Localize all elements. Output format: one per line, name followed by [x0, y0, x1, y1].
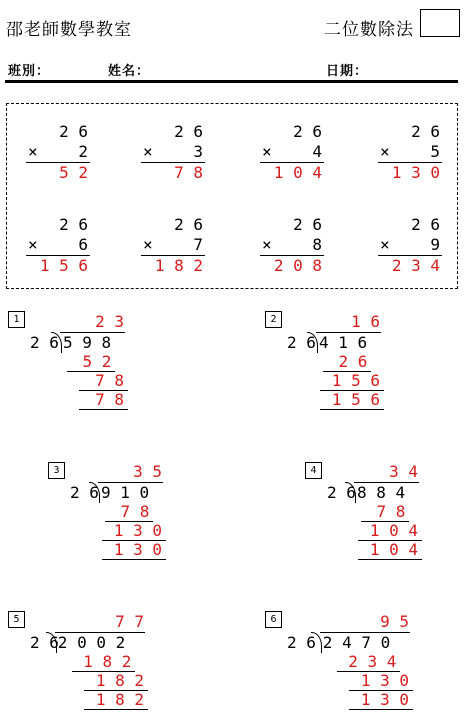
times-sign: × — [28, 235, 38, 254]
division-bracket — [51, 332, 62, 353]
division-step-2: 1 3 0 — [113, 521, 162, 540]
product: 2 3 4 — [391, 256, 440, 275]
worksheet-title: 邵老師數學教室 — [6, 20, 132, 40]
division-step-3: 1 5 6 — [331, 390, 380, 409]
header-divider — [5, 80, 458, 83]
multiplier: 7 — [193, 235, 203, 254]
division-step-1: 7 8 — [120, 502, 150, 521]
quotient: 3 5 — [133, 462, 162, 481]
divisor: 2 6 — [70, 483, 99, 502]
division-step-2: 7 8 — [95, 371, 124, 390]
step-underline — [79, 409, 128, 410]
division-step-1: 2 3 4 — [348, 652, 397, 671]
date-label: 日期： — [326, 64, 369, 79]
dividend: 5 9 8 — [63, 333, 112, 352]
step-underline — [358, 559, 422, 560]
name-label: 姓名： — [108, 64, 151, 79]
multiplicand: 2 6 — [174, 215, 203, 234]
product: 7 8 — [174, 163, 203, 182]
problem-number: 4 — [305, 462, 322, 479]
multiplicand: 2 6 — [293, 215, 322, 234]
step-underline — [320, 409, 384, 410]
multiplier: 5 — [430, 142, 440, 161]
score-box[interactable] — [420, 9, 460, 37]
problem-number: 5 — [8, 611, 25, 628]
division-step-3: 7 8 — [95, 390, 124, 409]
division-step-1: 1 8 2 — [83, 652, 132, 671]
division-step-3: 1 0 4 — [369, 540, 418, 559]
dividend: 8 8 4 — [357, 483, 406, 502]
times-sign: × — [380, 142, 390, 161]
problem-number: 3 — [48, 462, 65, 479]
product: 1 0 4 — [273, 163, 322, 182]
times-sign: × — [262, 235, 272, 254]
multiplicand: 2 6 — [411, 215, 440, 234]
division-step-2: 1 0 4 — [369, 521, 418, 540]
divisor: 2 6 — [30, 633, 59, 652]
division-step-1: 5 2 — [82, 352, 112, 371]
division-step-2: 1 3 0 — [360, 671, 409, 690]
problem-number: 1 — [8, 311, 25, 328]
quotient: 2 3 — [95, 312, 124, 331]
division-step-1: 7 8 — [376, 502, 406, 521]
dividend: 4 1 6 — [319, 333, 368, 352]
problem-number: 2 — [265, 311, 282, 328]
quotient: 7 7 — [115, 612, 144, 631]
division-bracket — [311, 632, 322, 653]
multiplicand: 2 6 — [59, 122, 88, 141]
multiplier: 8 — [312, 235, 322, 254]
multiplier: 2 — [78, 142, 88, 161]
dividend: 2 4 7 0 — [322, 633, 391, 652]
quotient: 9 5 — [380, 612, 409, 631]
dividend: 9 1 0 — [101, 483, 150, 502]
division-step-2: 1 8 2 — [95, 671, 144, 690]
product: 1 5 6 — [39, 256, 88, 275]
times-sign: × — [143, 235, 153, 254]
multiplicand: 2 6 — [174, 122, 203, 141]
division-step-3: 1 8 2 — [95, 690, 144, 709]
multiplicand: 2 6 — [59, 215, 88, 234]
step-underline — [84, 709, 148, 710]
product: 5 2 — [59, 163, 88, 182]
dividend: 2 0 0 2 — [57, 633, 126, 652]
division-step-3: 1 3 0 — [113, 540, 162, 559]
multiplier: 4 — [312, 142, 322, 161]
worksheet-topic: 二位數除法 — [324, 20, 414, 40]
product: 1 8 2 — [154, 256, 203, 275]
product: 1 3 0 — [391, 163, 440, 182]
divisor: 2 6 — [30, 333, 59, 352]
multiplier: 3 — [193, 142, 203, 161]
times-sign: × — [262, 142, 272, 161]
problem-number: 6 — [265, 611, 282, 628]
divisor: 2 6 — [287, 333, 316, 352]
times-sign: × — [28, 142, 38, 161]
multiplicand: 2 6 — [411, 122, 440, 141]
step-underline — [102, 559, 166, 560]
multiplicand: 2 6 — [293, 122, 322, 141]
quotient: 1 6 — [351, 312, 380, 331]
times-sign: × — [380, 235, 390, 254]
multiplier: 9 — [430, 235, 440, 254]
division-step-3: 1 3 0 — [360, 690, 409, 709]
step-underline — [349, 709, 413, 710]
product: 2 0 8 — [273, 256, 322, 275]
class-label: 班別： — [8, 64, 51, 79]
divisor: 2 6 — [327, 483, 356, 502]
multiplier: 6 — [78, 235, 88, 254]
quotient: 3 4 — [389, 462, 418, 481]
division-bracket — [307, 332, 318, 353]
division-step-1: 2 6 — [338, 352, 368, 371]
times-sign: × — [143, 142, 153, 161]
divisor: 2 6 — [287, 633, 316, 652]
division-step-2: 1 5 6 — [331, 371, 380, 390]
